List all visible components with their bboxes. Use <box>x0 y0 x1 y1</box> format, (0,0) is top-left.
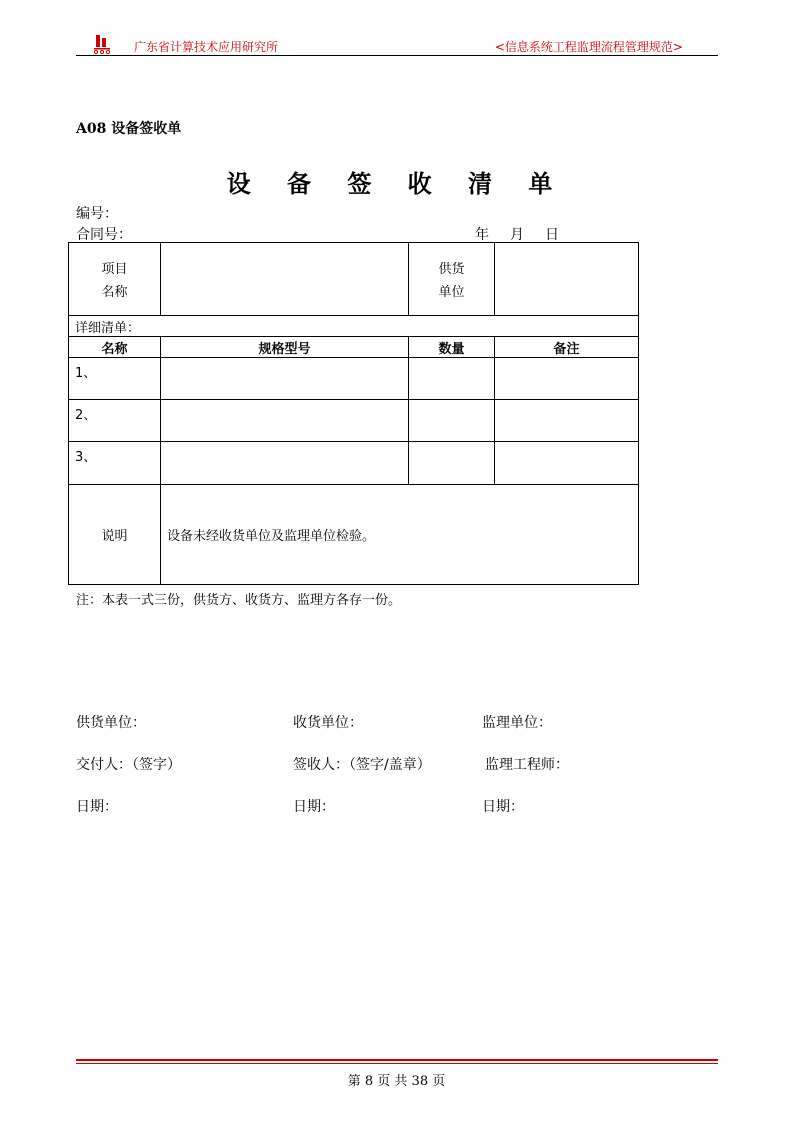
header-doc-name: <信息系统工程监理流程管理规范> <box>494 40 683 54</box>
section-title: A08 设备签收单 <box>76 121 182 137</box>
supplier-label-cell <box>409 243 495 316</box>
date-year: 年 <box>475 227 489 243</box>
row-number: 1、 <box>69 358 161 400</box>
project-label-line1: 项目 <box>101 262 128 277</box>
sig-date-receiver: 日期： <box>293 799 335 815</box>
remark-text: 设备未经收货单位及监理单位检验。 <box>161 485 639 585</box>
quantity-cell[interactable] <box>409 442 495 485</box>
receipt-table <box>68 242 639 585</box>
spec-cell[interactable] <box>161 400 409 442</box>
form-title: 设 备 签 收 清 单 <box>226 169 567 198</box>
contract-label: 合同号： <box>76 227 132 243</box>
remark-cell[interactable] <box>495 358 639 400</box>
footer-divider-thin <box>76 1063 718 1064</box>
page-number: 第 8 页 共 38 页 <box>347 1074 446 1089</box>
detail-row <box>69 316 639 337</box>
supplier-label-line1: 供货 <box>438 262 465 277</box>
sig-date-supervisor: 日期： <box>482 799 524 815</box>
sig-engineer: 监理工程师： <box>485 757 569 773</box>
col-header-remark: 备注 <box>495 337 639 358</box>
table-row <box>69 358 639 400</box>
table-row <box>69 442 639 485</box>
col-header-quantity: 数量 <box>409 337 495 358</box>
institute-logo-icon <box>93 34 111 54</box>
number-label: 编号： <box>76 206 118 222</box>
col-header-spec: 规格型号 <box>161 337 409 358</box>
remark-label: 说明 <box>69 485 161 585</box>
sig-supplier: 供货单位： <box>76 715 146 731</box>
remark-cell[interactable] <box>495 400 639 442</box>
header-org: 广东省计算技术应用研究所 <box>134 40 279 54</box>
quantity-cell[interactable] <box>409 400 495 442</box>
col-header-name: 名称 <box>69 337 161 358</box>
footer-divider <box>76 1059 718 1061</box>
spec-cell[interactable] <box>161 358 409 400</box>
sig-receiver: 收货单位： <box>293 715 363 731</box>
column-header-row <box>69 337 639 358</box>
date-month: 月 <box>510 227 524 243</box>
project-label-line2: 名称 <box>101 285 128 300</box>
supplier-value-cell[interactable] <box>495 243 639 316</box>
sig-signer: 签收人：（签字/盖章） <box>293 757 431 773</box>
table-note: 注：本表一式三份，供货方、收货方、监理方各存一份。 <box>76 593 402 608</box>
date-day: 日 <box>545 227 559 243</box>
project-value-cell[interactable] <box>161 243 409 316</box>
sig-supervisor: 监理单位： <box>482 715 552 731</box>
table-row <box>69 400 639 442</box>
detail-label: 详细清单： <box>69 316 639 337</box>
remark-cell[interactable] <box>495 442 639 485</box>
row-number: 2、 <box>69 400 161 442</box>
quantity-cell[interactable] <box>409 358 495 400</box>
remark-row <box>69 485 639 585</box>
project-label-cell <box>69 243 161 316</box>
spec-cell[interactable] <box>161 442 409 485</box>
project-row <box>69 243 639 316</box>
header-divider <box>76 55 718 56</box>
sig-deliverer: 交付人：（签字） <box>76 757 181 773</box>
row-number: 3、 <box>69 442 161 485</box>
supplier-label-line2: 单位 <box>438 285 465 300</box>
sig-date-supplier: 日期： <box>76 799 118 815</box>
